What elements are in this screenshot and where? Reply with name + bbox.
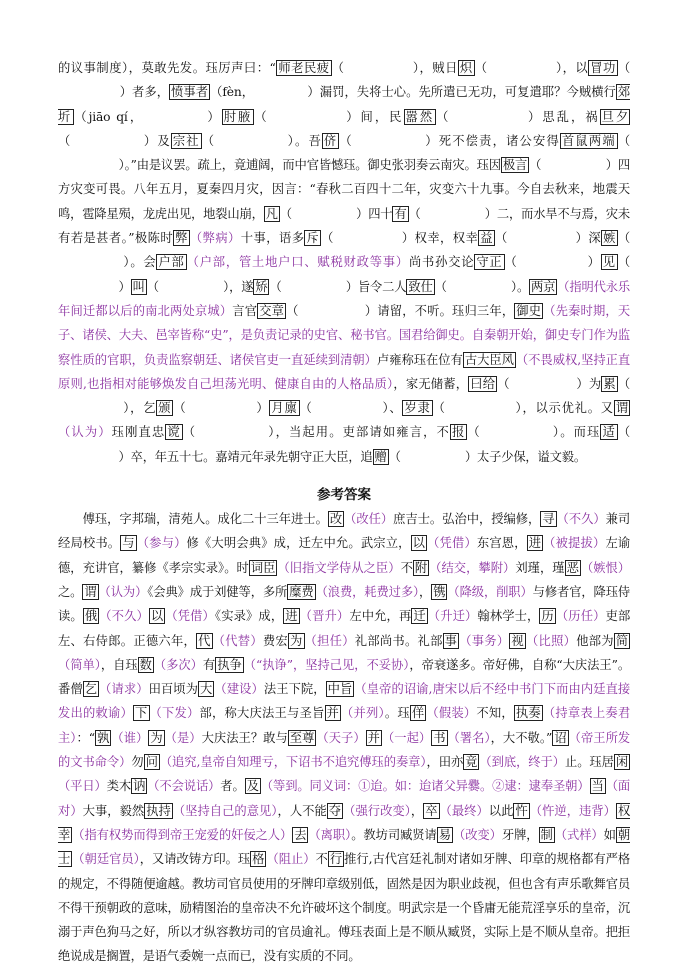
gloss: （ ） bbox=[504, 255, 601, 270]
gloss: （不久） bbox=[99, 609, 149, 624]
gloss: （ ） bbox=[58, 425, 630, 464]
gloss: （指明代永乐年间迁都以后的南北两处京城） bbox=[58, 279, 630, 318]
gloss: （jiāo qí， ） bbox=[74, 109, 222, 124]
gloss: （ ） bbox=[432, 401, 523, 416]
document-page bbox=[58, 56, 630, 969]
gloss: （谁） bbox=[111, 730, 149, 745]
boxed-term: 格 bbox=[252, 852, 265, 867]
boxed-term: 为 bbox=[289, 633, 303, 648]
gloss: （建设） bbox=[214, 682, 264, 697]
boxed-term: 益 bbox=[480, 231, 493, 246]
boxed-term: 累 bbox=[603, 376, 616, 391]
boxed-term: 去 bbox=[294, 827, 307, 842]
gloss: （ ） bbox=[286, 303, 378, 318]
gloss: （ ） bbox=[436, 109, 543, 124]
boxed-term: 有 bbox=[394, 206, 407, 221]
gloss: （离职） bbox=[308, 827, 352, 842]
gloss: （面对） bbox=[58, 779, 631, 818]
gloss: （天子） bbox=[316, 730, 366, 745]
gloss: （简单） bbox=[58, 657, 101, 672]
boxed-term: 谠 bbox=[167, 425, 181, 440]
gloss: （平日） bbox=[58, 779, 107, 794]
boxed-term: 首鼠两端 bbox=[561, 133, 616, 148]
boxed-term: 改 bbox=[329, 512, 343, 527]
boxed-term: 古大臣风 bbox=[464, 352, 514, 367]
answer-title: 参考答案 bbox=[317, 487, 371, 504]
gloss: （请求） bbox=[99, 682, 149, 697]
boxed-term: 月廪 bbox=[271, 401, 298, 416]
gloss: （阻止） bbox=[266, 852, 316, 867]
gloss: （ ） bbox=[408, 206, 497, 221]
gloss: （ ） bbox=[388, 449, 478, 464]
boxed-term: 见 bbox=[602, 255, 616, 270]
gloss: （改任） bbox=[344, 512, 394, 527]
boxed-term: 大 bbox=[200, 682, 213, 697]
gloss: （ ） bbox=[254, 109, 361, 124]
gloss: （ ） bbox=[269, 279, 358, 294]
boxed-term: 佯 bbox=[411, 706, 425, 721]
gloss: （ ） bbox=[497, 376, 589, 391]
boxed-term: 并 bbox=[367, 730, 380, 745]
gloss: （结交，攀附） bbox=[429, 560, 516, 575]
gloss: （ ） bbox=[58, 61, 630, 100]
gloss: （ ） bbox=[58, 231, 630, 270]
gloss: （认为） bbox=[58, 425, 112, 440]
gloss: （ ） bbox=[467, 425, 561, 440]
boxed-term: 闲 bbox=[615, 755, 628, 770]
gloss: （凭借） bbox=[427, 536, 477, 551]
gloss: （式样） bbox=[554, 827, 604, 842]
gloss: （指有权势而得到帝王宠爱的奸佞之人） bbox=[72, 827, 293, 842]
boxed-term: 肘腋 bbox=[223, 109, 253, 124]
gloss: （参与） bbox=[136, 536, 187, 551]
boxed-term: 斥 bbox=[306, 231, 320, 246]
boxed-term: 凡 bbox=[265, 206, 278, 221]
boxed-term: 炽 bbox=[459, 61, 473, 75]
gloss: （ ） bbox=[474, 61, 563, 75]
gloss: （ ） bbox=[279, 206, 369, 221]
gloss: （是） bbox=[164, 730, 202, 745]
boxed-term: 曰给 bbox=[470, 376, 496, 391]
boxed-term: 糜费 bbox=[289, 584, 314, 599]
boxed-term: 附 bbox=[414, 560, 428, 575]
gloss: （事务） bbox=[459, 633, 510, 648]
boxed-term: 行 bbox=[329, 852, 343, 867]
gloss: （比照） bbox=[525, 633, 577, 648]
gloss: （嫉恨） bbox=[580, 560, 630, 575]
gloss: （升迁） bbox=[427, 609, 478, 624]
boxed-term: 郊圻 bbox=[58, 85, 630, 124]
boxed-term: 叫 bbox=[132, 279, 145, 294]
gloss: （朝廷官员） bbox=[72, 852, 140, 867]
gloss: （ ） bbox=[494, 231, 589, 246]
gloss: （等到。同义词：①迨。如：迨诸父异爨。②逮：逮奉圣朝） bbox=[260, 779, 590, 794]
gloss: （不久） bbox=[556, 512, 606, 527]
boxed-term: 愤事者 bbox=[171, 85, 209, 100]
gloss: （ ） bbox=[434, 279, 517, 294]
gloss: （坚持自己的意见） bbox=[172, 803, 278, 818]
gloss: （ ） bbox=[146, 279, 230, 294]
boxed-term: 执持 bbox=[146, 803, 171, 818]
gloss: （ ） bbox=[529, 158, 618, 173]
boxed-term: 制 bbox=[540, 827, 553, 842]
gloss: （强行改变） bbox=[343, 803, 411, 818]
boxed-term: 岁隶 bbox=[404, 401, 431, 416]
gloss: （ ） bbox=[299, 401, 390, 416]
gloss: （不会说话） bbox=[147, 779, 221, 794]
gloss: （ ） bbox=[182, 425, 276, 440]
boxed-term: 御史 bbox=[516, 303, 542, 318]
gloss: （ ） bbox=[58, 133, 630, 173]
gloss: （ ） bbox=[173, 401, 270, 416]
boxed-term: 报 bbox=[451, 425, 466, 440]
boxed-term: 历 bbox=[541, 609, 554, 624]
gloss: （ ） bbox=[321, 231, 415, 246]
boxed-term: 进 bbox=[285, 609, 298, 624]
gloss: （持章表上奏君主） bbox=[58, 706, 630, 745]
gloss: （浪费，耗费过多） bbox=[315, 584, 420, 599]
gloss: （凭借） bbox=[165, 609, 215, 624]
boxed-term: 忤 bbox=[515, 803, 528, 818]
gloss: （fèn， ） bbox=[210, 85, 320, 100]
answer-paragraph: 傅珏，字邦瑞，清苑人。成化二十三年进士。 改 （改任）庶吉士。弘治中，授编修， 寻 （不久）兼司经局校书。 与 （参与）修《大明会典》成，迁左中允。武宗立， 以 （凭借）东宫恩， 进 （被提拔）左谕德，充讲官，纂修《孝宗实录》。时 词臣 （旧指文学侍从之臣）不 附 （结交，攀附）刘瑾，瑾 恶 （嫉恨）之。 谓 （认为）《会典》成于刘健等，多所 糜费 （浪费，耗费过多）， 镌 （降级，削职）与修者官，降珏侍读。 俄 （不久） 以 （凭借）《实录》成， 进 （晋升）左中允，再 迁 （升迁）翰林学士， 历 （历任）吏部左、右侍郎。正德六年， 代 （代替）费宏 为 （担任）礼部尚书。礼部 事 （事务） 视 （比照）他部为 简（简单），自珏 数 （多次）有 执争 （“执诤”，坚持己见，不妥协），帝衰遂多。帝好佛，自称“大庆法王”。番僧 乞 （请求）田百顷为 大 （建设）法王下院， 中旨 （皇帝的诏谕,唐宋以后不经中书门下而由内廷直接发出的敕谕） 下 （下发）部，称大庆法王与圣旨 并 （并列）。珏 佯 （假装）不知， 执奏 （持章表上奏君主）：“ 孰 （谁） 为 （是）大庆法王？敢与 至尊 （天子） 并 （一起） 书 （署名），大不敬。” 诏 （帝王所发的文书命令）勿 问 （追究,皇帝自知理亏，下诏书不追究傅珏的奏章），田亦 竟 （到底，终于）止。珏居 闲（平日）类木 讷 （不会说话）者。 及 （等到。同义词：①迨。如：迨诸父异爨。②逮：逮奉圣朝） 当 （面对）大事，毅然 执持 （坚持自己的意见），人不能 夺 （强行改变）， 卒 （最终）以此 忤 （忤逆，违背） 权幸 （指有权势而得到帝王宠爱的奸佞之人） 去 （离职）。教坊司臧贤请 易 （改变）牙牌， 制 （式样）如 朝士 （朝廷官员），又请改铸方印。珏 格 （阻止）不 行 推行,古代宫廷礼制对诸如牙牌、印章的规格都有严格的规定，不得随便逾越。教坊司官员使用的牙牌印章级别低，固然是因为职业歧视，但也含有声乐歌舞官员不得干预朝政的意味，励精图治的皇帝决不允许破坏这个制度。明武宗是一个昏庸无能荒淫享乐的皇帝，沉溺于声色狗马之好，所以才纵容教坊司的官员逾礼。傅珏表面上是不顺从臧贤，实际上是不顺从皇帝。把拒绝说成是搁置，是语气委婉一点而已，没有实质的不同。 bbox=[58, 512, 631, 964]
boxed-term: 师老民疲 bbox=[277, 61, 330, 75]
boxed-term: 迁 bbox=[413, 609, 426, 624]
boxed-term: 两京 bbox=[531, 279, 556, 294]
boxed-term: 朝士 bbox=[58, 827, 630, 867]
boxed-term: 弊 bbox=[175, 231, 188, 246]
boxed-term: 数 bbox=[139, 657, 152, 672]
gloss: （“执诤”，坚持己见，不妥协） bbox=[243, 657, 410, 672]
gloss: （到底，终于） bbox=[479, 755, 565, 770]
boxed-term: 当 bbox=[591, 779, 604, 794]
boxed-term: 镌 bbox=[433, 584, 446, 599]
boxed-term: 俄 bbox=[84, 609, 98, 624]
boxed-term: 极言 bbox=[502, 158, 528, 173]
boxed-term: 卒 bbox=[425, 803, 438, 818]
boxed-term: 交章 bbox=[259, 303, 285, 318]
boxed-term: 执奏 bbox=[515, 706, 541, 721]
question-paragraph: 的议事制度），莫敢先发。珏厉声曰：“ 师老民疲 （ ），贼日 炽 （ ），以 冒功 （ ）者多， 愤事者 （fèn， ）漏罚，失将士心。先所遣已无功，可复遣耶？今贼横行 郊圻 （jiāo qí， ） 肘腋 （ ）间，民 嚣然 （ ）思乱，祸 旦夕（ ）及 宗社 （ ）。吾 侪 （ ）死不偿责，诸公安得 首鼠两端 （ ）。”由是议罢。疏上，竟逋阔，而中官皆憾珏。御史张羽奏云南灾。珏因 极言 （ ）四方灾变可畏。八年五月，夏秦四月灾，因言：“春秋二百四十二年，灾变六十九事。今自去秋来，地震天鸣，雹降星殒，龙虎出见，地裂山崩， 凡 （ ）四十 有 （ ）二，而水旱不与焉，灾未有若是甚者。”极陈时 弊 （弊病）十事，语多 斥 （ ）权幸，权幸 益 （ ）深 嫉 （ ）。会 户部 （户部，管土地户口、赋税财政等事）尚书孙交论 守正 （ ） 见 （ ） 叫 （ ），遂 矫 （ ）旨令二人 致仕 （ ）。 两京 （指明代永乐年间迁都以后的南北两处京城）言官 交章 （ ）请留，不听。珏归三年， 御史 （先秦时期，天子、诸侯、大夫、邑宰皆称“史”，是负责记录的史官、秘书官。国君给御史。自秦朝开始，御史专门作为监察性质的官职，负责监察朝廷、诸侯官吏一直延续到清朝）卢雍称珏在位有 古大臣风 （不畏威权,坚持正直原则,也指相对能够焕发自己坦荡光明、健康自由的人格品质），家无储蓄， 曰给 （ ）为 累 （ ），乞 颁 （ ） 月廪 （ ）、 岁隶 （ ），以示优礼。又 谓（认为）珏刚直忠 谠 （ ），当起用。吏部请如雍言，不 报 （ ）。而珏 适 （ ）卒，年五十七。嘉靖元年录先朝守正大臣，追 赠 （ ）太子少保，谥文毅。 bbox=[58, 61, 630, 464]
gloss: （假装） bbox=[426, 706, 477, 721]
gloss: （ ） bbox=[201, 133, 295, 148]
boxed-term: 问 bbox=[145, 755, 158, 770]
boxed-term: 及 bbox=[246, 779, 259, 794]
boxed-term: 下 bbox=[135, 706, 148, 721]
gloss: （改变） bbox=[452, 827, 502, 842]
boxed-term: 孰 bbox=[96, 730, 110, 745]
gloss: （不畏威权,坚持正直原则,也指相对能够焕发自己坦荡光明、健康自由的人格品质） bbox=[58, 352, 630, 391]
gloss: （历任） bbox=[555, 609, 606, 624]
boxed-term: 乞 bbox=[84, 682, 98, 697]
gloss: （旧指文学侍从之臣） bbox=[277, 560, 401, 575]
gloss: （先秦时期，天子、诸侯、大夫、邑宰皆称“史”，是负责记录的史官、秘书官。国君给御史。自秦朝开始，御史专门作为监察性质的官职，负责监察朝廷、诸侯官吏一直延续到清朝） bbox=[58, 303, 630, 367]
gloss: （追究,皇帝自知理亏，下诏书不追究傅珏的奏章） bbox=[159, 755, 427, 770]
gloss: （ ） bbox=[58, 255, 630, 294]
gloss: （ ） bbox=[331, 61, 420, 75]
gloss: （帝王所发的文书命令） bbox=[58, 730, 630, 770]
boxed-term: 嫉 bbox=[603, 231, 616, 246]
boxed-term: 以 bbox=[412, 536, 426, 551]
gloss: （最终） bbox=[439, 803, 489, 818]
boxed-term: 宗社 bbox=[172, 133, 200, 148]
boxed-term: 与 bbox=[122, 536, 135, 551]
gloss: （皇帝的诏谕,唐宋以后不经中书门下而由内廷直接发出的敕谕） bbox=[58, 682, 631, 721]
boxed-term: 夺 bbox=[328, 803, 342, 818]
boxed-term: 竟 bbox=[465, 755, 478, 770]
gloss: （户部，管土地户口、赋税财政等事） bbox=[186, 255, 409, 270]
boxed-term: 为 bbox=[150, 730, 163, 745]
boxed-term: 嚣然 bbox=[405, 109, 435, 124]
gloss: （一起） bbox=[381, 730, 432, 745]
gloss: （ ） bbox=[339, 133, 439, 148]
gloss: （署名） bbox=[447, 730, 491, 745]
boxed-term: 冒功 bbox=[590, 61, 616, 75]
boxed-term: 简 bbox=[615, 633, 628, 648]
boxed-term: 讷 bbox=[133, 779, 146, 794]
boxed-term: 颁 bbox=[158, 401, 172, 416]
boxed-term: 权幸 bbox=[58, 803, 631, 842]
boxed-term: 以 bbox=[150, 609, 164, 624]
gloss: （弊病） bbox=[189, 231, 241, 246]
gloss: （代替） bbox=[212, 633, 263, 648]
boxed-term: 中旨 bbox=[327, 682, 353, 697]
boxed-term: 寻 bbox=[542, 512, 555, 527]
boxed-term: 代 bbox=[198, 633, 211, 648]
gloss: （ ） bbox=[58, 376, 630, 416]
gloss: （担任） bbox=[304, 633, 355, 648]
boxed-term: 谓 bbox=[84, 584, 97, 599]
boxed-term: 恶 bbox=[566, 560, 579, 575]
boxed-term: 谓 bbox=[615, 401, 628, 416]
boxed-term: 诏 bbox=[554, 730, 567, 745]
boxed-term: 侪 bbox=[323, 133, 338, 148]
gloss: （忤逆，违背） bbox=[529, 803, 616, 818]
boxed-term: 书 bbox=[433, 730, 446, 745]
boxed-term: 词臣 bbox=[250, 560, 276, 575]
gloss: （下发） bbox=[149, 706, 200, 721]
boxed-term: 并 bbox=[326, 706, 339, 721]
gloss: （多次） bbox=[153, 657, 203, 672]
boxed-term: 执争 bbox=[217, 657, 242, 672]
boxed-term: 易 bbox=[438, 827, 451, 842]
boxed-term: 守正 bbox=[476, 255, 503, 270]
boxed-term: 赠 bbox=[374, 449, 387, 464]
boxed-term: 旦夕 bbox=[601, 109, 629, 124]
boxed-term: 进 bbox=[528, 536, 542, 551]
boxed-term: 致仕 bbox=[408, 279, 433, 294]
boxed-term: 适 bbox=[602, 425, 616, 440]
gloss: （并列） bbox=[341, 706, 385, 721]
gloss: （认为） bbox=[98, 584, 148, 599]
boxed-term: 矫 bbox=[255, 279, 268, 294]
boxed-term: 至尊 bbox=[289, 730, 315, 745]
boxed-term: 视 bbox=[511, 633, 524, 648]
gloss: （ ） bbox=[58, 133, 158, 148]
gloss: （降级，削职） bbox=[447, 584, 533, 599]
boxed-term: 事 bbox=[444, 633, 458, 648]
gloss: （被提拔） bbox=[543, 536, 606, 551]
gloss: （晋升） bbox=[299, 609, 350, 624]
boxed-term: 户部 bbox=[158, 255, 185, 270]
